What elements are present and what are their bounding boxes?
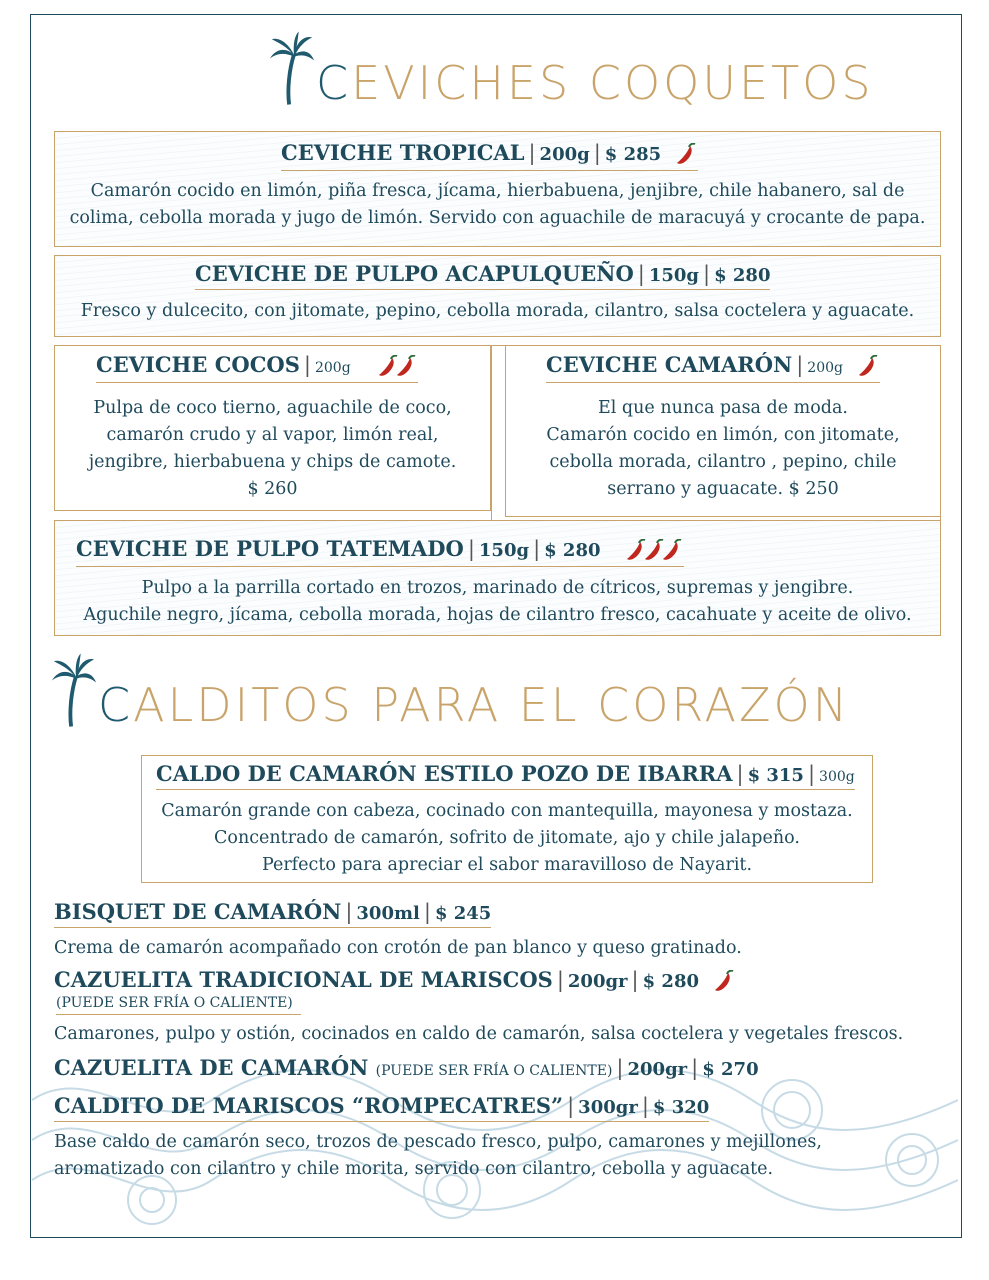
item-description: Crema de camarón acompañado con crotón de pan blanco y queso gratinado.: [54, 938, 742, 958]
item-title: CEVICHE DE PULPO ACAPULQUEÑO | 150g | $ 280: [195, 262, 770, 290]
chili-pepper-icon: [394, 355, 418, 379]
item-note: (PUEDE SER FRÍA O CALIENTE): [56, 996, 301, 1015]
item-description: Camarón cocido en limón, piña fresca, jícama, hierbabuena, jenjibre, chile habanero, sal de colima, cebolla morada y jugo de limón. Servido con aguachile de maracuyá y crocante de papa.: [69, 181, 926, 228]
palm-tree-icon: [50, 652, 98, 730]
chili-pepper-icon: [856, 355, 880, 379]
section-header-calditos: [50, 652, 850, 730]
item-description: Camarón grande con cabeza, cocinado con mantequilla, mayonesa y mostaza. Concentrado de camarón, sofrito de jitomate, ajo y chile jalapeño. Perfecto para apreciar el sabor maravilloso de Nayarit.: [161, 801, 853, 875]
item-description: Pulpo a la parrilla cortado en trozos, marinado de cítricos, supremas y jengibre. Aguchile negro, jícama, cebolla morada, hojas de cilantro fresco, cacahuate y aceite de olivo.: [83, 578, 912, 625]
palm-tree-icon: [268, 30, 316, 108]
item-title: BISQUET DE CAMARÓN | 300ml | $ 245: [54, 900, 491, 928]
item-description: Camarones, pulpo y ostión, cocinados en caldo de camarón, salsa coctelera y vegetales frescos.: [54, 1024, 904, 1044]
item-title: CALDITO DE MARISCOS “ROMPECATRES” | 300gr | $ 320: [54, 1094, 709, 1122]
item-title: CAZUELITA TRADICIONAL DE MARISCOS | 200gr | $ 280: [54, 968, 736, 997]
chili-pepper-icon: [660, 539, 684, 563]
item-title: CALDO DE CAMARÓN ESTILO POZO DE IBARRA | $ 315 | 300g: [156, 762, 855, 790]
item-description: Pulpa de coco tierno, aguachile de coco, camarón crudo y al vapor, limón real, jengibre, hierbabuena y chips de camote. $ 260: [88, 398, 457, 499]
item-title: CEVICHE CAMARÓN | 200g: [546, 353, 880, 383]
item-description: Fresco y dulcecito, con jitomate, pepino, cebolla morada, cilantro, salsa coctelera y aguacate.: [80, 301, 915, 321]
item-title: CAZUELITA DE CAMARÓN (PUEDE SER FRÍA O CALIENTE) | 200gr | $ 270: [54, 1055, 759, 1080]
section-header-ceviches: [268, 30, 874, 108]
item-description: Base caldo de camarón seco, trozos de pescado fresco, pulpo, camarones y mejillones, aromatizado con cilantro y chile morita, servido con cilantro, cebolla y aguacate.: [54, 1132, 822, 1179]
item-description: El que nunca pasa de moda. Camarón cocido en limón, con jitomate, cebolla morada, cilantro , pepino, chile serrano y aguacate. $ 250: [546, 398, 900, 499]
section-title: CEVICHES COQUETOS: [316, 56, 874, 110]
section-title: CALDITOS PARA EL CORAZÓN: [98, 678, 851, 732]
chili-pepper-icon: [674, 143, 698, 167]
item-title: CEVICHE DE PULPO TATEMADO | 150g | $ 280: [76, 537, 684, 567]
item-title: CEVICHE COCOS | 200g: [96, 353, 418, 383]
item-title: CEVICHE TROPICAL | 200g | $ 285: [281, 141, 698, 171]
chili-pepper-icon: [712, 970, 736, 994]
